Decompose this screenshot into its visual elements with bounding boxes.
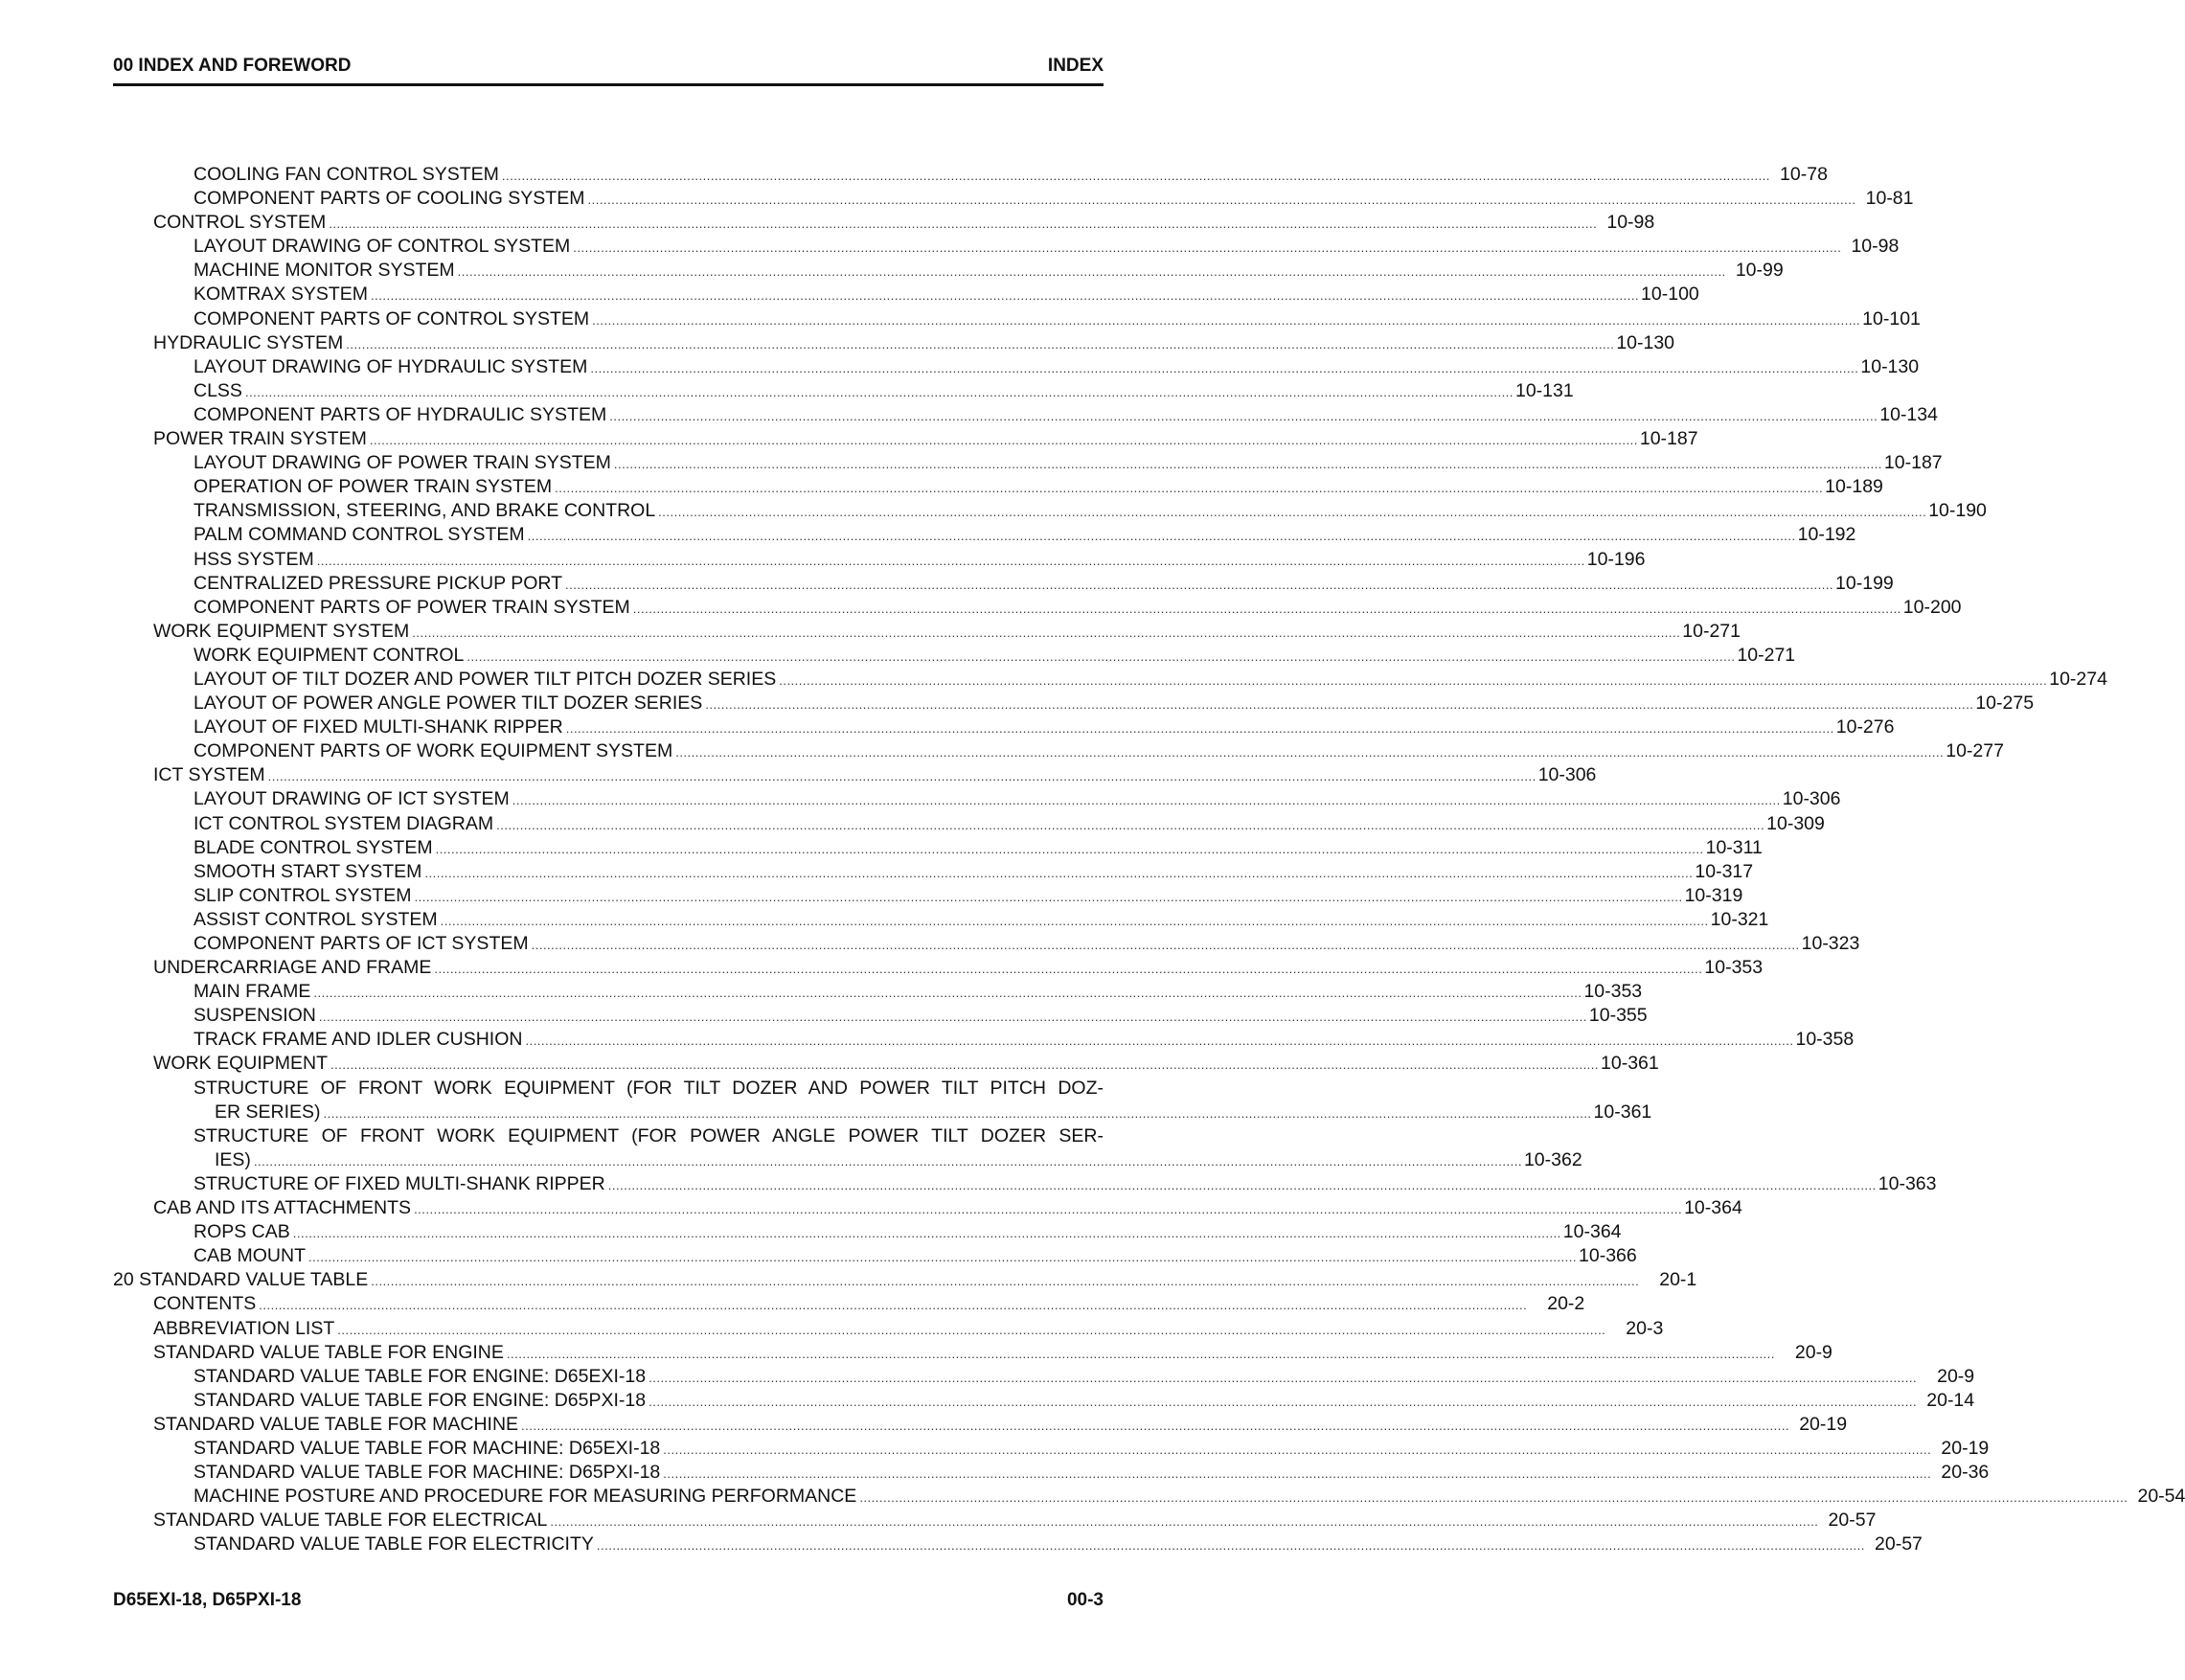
toc-entry-page: 20-19 (1799, 1413, 1848, 1435)
dot-leader (329, 212, 1597, 236)
toc-entry[interactable] (113, 956, 1764, 980)
toc-entry[interactable] (113, 307, 1921, 331)
toc-entry-title: WORK EQUIPMENT (153, 1053, 329, 1075)
dot-leader (424, 861, 1693, 885)
toc-entry[interactable] (113, 548, 1646, 572)
toc-entry[interactable] (113, 1148, 1582, 1172)
dot-leader (319, 1005, 1587, 1029)
toc-entry-title: COMPONENT PARTS OF COOLING SYSTEM (193, 188, 585, 210)
toc-entry-page: 10-311 (1705, 836, 1763, 858)
index-label: INDEX (1047, 56, 1104, 76)
dot-leader (592, 308, 1860, 332)
toc-entry[interactable] (113, 644, 1796, 668)
toc-entry[interactable] (113, 1196, 1742, 1220)
toc-entry-page: 10-187 (1639, 428, 1698, 450)
toc-entry-title: ABBREVIATION LIST (153, 1317, 335, 1339)
dot-leader (254, 1149, 1522, 1173)
toc-entry-title: STANDARD VALUE TABLE FOR ELECTRICAL (153, 1510, 548, 1532)
toc-entry-title: TRANSMISSION, STEERING, AND BRAKE CONTROL (193, 500, 656, 522)
toc-entry[interactable] (113, 1532, 1923, 1556)
dot-leader (658, 500, 1926, 524)
dot-leader (525, 1029, 1793, 1053)
toc-entry[interactable] (113, 1341, 1832, 1365)
dot-leader (555, 476, 1823, 500)
toc-entry[interactable] (113, 1317, 1664, 1341)
toc-entry-title: 20 STANDARD VALUE TABLE (113, 1269, 369, 1291)
toc-entry[interactable] (113, 1292, 1585, 1316)
dot-leader (371, 284, 1639, 307)
toc-entry-page: 20-9 (1794, 1341, 1832, 1363)
toc-entry-title: IES) (215, 1148, 251, 1170)
dot-leader (633, 597, 1901, 621)
toc-entry-page: 20-9 (1937, 1365, 1975, 1387)
toc-entry[interactable] (113, 1509, 1877, 1532)
toc-entry[interactable] (113, 499, 1987, 523)
toc-entry-page: 10-131 (1514, 379, 1574, 401)
toc-entry-title: LAYOUT DRAWING OF HYDRAULIC SYSTEM (193, 355, 588, 377)
dot-leader (259, 1293, 1527, 1317)
toc-entry-title: COMPONENT PARTS OF ICT SYSTEM (193, 933, 529, 954)
toc-entry-title: LAYOUT DRAWING OF ICT SYSTEM (193, 788, 510, 810)
toc-entry[interactable] (113, 283, 1699, 306)
toc-entry-title: ASSIST CONTROL SYSTEM (193, 908, 438, 930)
dot-leader (371, 1269, 1639, 1293)
toc-entry[interactable] (113, 572, 1894, 596)
toc-entry-title: TRACK FRAME AND IDLER CUSHION (193, 1029, 523, 1051)
toc-entry[interactable] (113, 1461, 1990, 1485)
dot-leader (859, 1486, 2128, 1510)
toc-entry-title: ER SERIES) (215, 1101, 321, 1123)
toc-entry-title: STRUCTURE OF FIXED MULTI-SHANK RIPPER (193, 1172, 605, 1194)
toc-entry[interactable] (113, 523, 1856, 547)
toc-entry-page: 20-57 (1828, 1510, 1877, 1532)
toc-entry-page: 10-276 (1835, 716, 1895, 738)
toc-entry[interactable] (113, 235, 1900, 259)
toc-entry[interactable] (113, 812, 1825, 836)
toc-entry-title: COMPONENT PARTS OF HYDRAULIC SYSTEM (193, 403, 607, 425)
dot-leader (412, 621, 1680, 645)
toc-entry[interactable] (113, 331, 1675, 355)
dot-leader (590, 356, 1858, 380)
page-footer (113, 1590, 1104, 1617)
toc-entry-page: 10-100 (1641, 284, 1699, 306)
toc-entry[interactable] (113, 1413, 1848, 1437)
dot-leader (317, 549, 1585, 573)
dot-leader (436, 837, 1704, 861)
toc-entry-title: LAYOUT OF FIXED MULTI-SHANK RIPPER (193, 716, 563, 738)
toc-entry[interactable] (113, 596, 1962, 620)
toc-entry-page: 10-361 (1601, 1053, 1659, 1075)
toc-entry-page: 10-199 (1835, 572, 1894, 594)
toc-entry-page: 10-99 (1735, 260, 1784, 282)
toc-entry-page: 10-361 (1593, 1101, 1652, 1123)
toc-entry-page: 10-187 (1883, 452, 1943, 474)
dot-leader (467, 645, 1735, 669)
dot-leader (458, 260, 1726, 284)
toc-entry-title: PALM COMMAND CONTROL SYSTEM (193, 524, 525, 546)
toc-entry-page: 10-98 (1606, 212, 1655, 234)
toc-entry[interactable] (113, 620, 1741, 644)
toc-entry[interactable] (113, 1485, 2185, 1509)
dot-leader (308, 1245, 1577, 1269)
section-title: 00 INDEX AND FOREWORD (113, 56, 352, 76)
toc-entry-page: 20-14 (1926, 1389, 1975, 1411)
toc-entry-title: MAIN FRAME (193, 981, 311, 1003)
toc-entry-page: 10-130 (1616, 331, 1675, 353)
toc-entry-page: 10-196 (1586, 548, 1646, 570)
toc-entry[interactable] (113, 860, 1754, 884)
toc-entry-title: UNDERCARRIAGE AND FRAME (153, 957, 432, 979)
dot-leader (293, 1221, 1561, 1245)
toc-entry[interactable] (113, 980, 1643, 1004)
toc-entry[interactable] (113, 884, 1743, 908)
toc-entry-title: STANDARD VALUE TABLE FOR MACHINE: D65EXI-18 (193, 1437, 661, 1459)
toc-entry-title: LAYOUT DRAWING OF POWER TRAIN SYSTEM (193, 452, 611, 474)
toc-entry[interactable] (113, 1220, 1622, 1244)
dot-leader (528, 524, 1796, 548)
toc-entry-page: 20-2 (1547, 1293, 1585, 1315)
dot-leader (415, 885, 1683, 909)
toc-entry[interactable] (113, 1101, 1652, 1124)
dot-leader (337, 1318, 1605, 1342)
dot-leader (521, 1414, 1789, 1438)
toc-entry-page: 10-306 (1537, 764, 1597, 786)
toc-entry-page: 10-78 (1780, 164, 1828, 185)
toc-entry-page: 10-366 (1579, 1245, 1637, 1267)
header-divider (113, 83, 1104, 86)
toc-entry-title: STANDARD VALUE TABLE FOR ELECTRICITY (193, 1533, 594, 1555)
toc-entry[interactable] (113, 836, 1763, 860)
toc-entry-page: 10-358 (1795, 1029, 1855, 1051)
toc-entry-page: 10-321 (1710, 908, 1769, 930)
dot-leader (597, 1533, 1865, 1557)
dot-leader (330, 1053, 1599, 1077)
toc-entry-page: 10-98 (1851, 236, 1900, 258)
dot-leader (370, 428, 1638, 452)
toc-entry-page: 20-3 (1626, 1317, 1664, 1339)
toc-entry[interactable] (113, 1365, 1975, 1389)
toc-entry[interactable] (113, 1389, 1975, 1413)
toc-entry-page: 10-363 (1878, 1172, 1937, 1194)
toc-entry-title: OPERATION OF POWER TRAIN SYSTEM (193, 476, 553, 498)
toc-entry-title: COMPONENT PARTS OF CONTROL SYSTEM (193, 307, 590, 329)
toc-entry[interactable] (113, 163, 1828, 187)
dot-leader (675, 740, 1944, 764)
dot-leader (565, 573, 1833, 597)
toc-entry-page: 10-275 (1975, 692, 2035, 715)
page-header (113, 53, 1104, 79)
dot-leader (507, 1342, 1775, 1366)
dot-leader (587, 188, 1855, 212)
dot-leader (324, 1101, 1592, 1125)
toc-entry-page: 10-271 (1737, 644, 1796, 666)
toc-entry-title: ICT SYSTEM (153, 764, 265, 786)
toc-entry[interactable] (113, 1437, 1990, 1461)
toc-entry-page: 10-364 (1562, 1221, 1622, 1243)
toc-entry-page: 10-271 (1682, 620, 1741, 642)
dot-leader (614, 452, 1882, 476)
dot-leader (414, 1197, 1682, 1221)
dot-leader (512, 788, 1781, 812)
toc-entry[interactable] (113, 668, 2107, 692)
toc-entry[interactable] (113, 739, 2004, 763)
toc-entry-page: 10-353 (1583, 981, 1643, 1003)
toc-entry-title: MACHINE POSTURE AND PROCEDURE FOR MEASURING PERFORMANCE (193, 1486, 857, 1508)
toc-entry-title: STANDARD VALUE TABLE FOR ENGINE: D65PXI-18 (193, 1389, 647, 1411)
toc-entry-title: MACHINE MONITOR SYSTEM (193, 260, 455, 282)
toc-entry-title: HSS SYSTEM (193, 548, 314, 570)
toc-entry-page: 10-130 (1860, 355, 1920, 377)
toc-entry[interactable] (113, 763, 1597, 787)
toc-entry[interactable] (113, 211, 1655, 235)
toc-entry-title: COMPONENT PARTS OF POWER TRAIN SYSTEM (193, 596, 630, 618)
toc-entry[interactable] (113, 1244, 1637, 1268)
toc-entry-title: CENTRALIZED PRESSURE PICKUP PORT (193, 572, 563, 594)
toc-entry-page: 10-101 (1862, 307, 1921, 329)
toc-entry-page: 10-190 (1928, 500, 1987, 522)
toc-entry[interactable] (113, 451, 1943, 475)
toc-entry[interactable] (113, 259, 1784, 283)
toc-entry-title: SLIP CONTROL SYSTEM (193, 884, 412, 906)
page-number: 00-3 (1066, 1590, 1104, 1610)
toc-entry-page: 10-364 (1684, 1197, 1742, 1219)
table-of-contents (113, 163, 2185, 1556)
toc-entry-title-line: STRUCTURE OF FRONT WORK EQUIPMENT (FOR POWER ANGLE POWER TILT DOZER SER- (193, 1124, 1104, 1146)
toc-entry-page: 10-81 (1865, 188, 1914, 210)
toc-entry-page: 10-317 (1695, 860, 1754, 882)
toc-entry-page: 10-319 (1684, 884, 1743, 906)
toc-entry[interactable] (113, 187, 1914, 211)
model-numbers: D65EXI-18, D65PXI-18 (113, 1590, 302, 1610)
toc-entry-title: LAYOUT OF POWER ANGLE POWER TILT DOZER SERIES (193, 692, 703, 715)
toc-entry-title: CONTENTS (153, 1293, 257, 1315)
toc-entry[interactable] (113, 692, 2035, 715)
toc-entry-title: SMOOTH START SYSTEM (193, 860, 422, 882)
toc-entry[interactable] (113, 715, 1895, 739)
toc-entry-title-line: STRUCTURE OF FRONT WORK EQUIPMENT (FOR TILT DOZER AND POWER TILT PITCH DOZ- (193, 1077, 1104, 1099)
toc-entry-page: 20-1 (1659, 1269, 1697, 1291)
toc-entry-title: STANDARD VALUE TABLE FOR MACHINE (153, 1413, 519, 1435)
dot-leader (608, 1173, 1877, 1197)
dot-leader (313, 981, 1582, 1005)
toc-entry-page: 10-134 (1879, 403, 1938, 425)
toc-entry-title: STANDARD VALUE TABLE FOR ENGINE (153, 1341, 504, 1363)
toc-entry[interactable] (113, 379, 1574, 403)
dot-leader (496, 813, 1764, 837)
toc-entry[interactable] (113, 1268, 1697, 1292)
toc-entry-title: CAB AND ITS ATTACHMENTS (153, 1197, 412, 1219)
dot-leader (550, 1510, 1818, 1533)
dot-leader (779, 669, 2047, 692)
toc-entry-title: LAYOUT DRAWING OF CONTROL SYSTEM (193, 236, 571, 258)
dot-leader (663, 1438, 1931, 1462)
toc-entry[interactable] (113, 1172, 1937, 1196)
toc-entry-title: SUSPENSION (193, 1005, 316, 1027)
toc-entry-page: 10-274 (2049, 668, 2107, 690)
toc-entry[interactable] (113, 787, 1841, 811)
toc-entry[interactable] (113, 1004, 1648, 1028)
toc-entry-page: 10-189 (1825, 476, 1883, 498)
dot-leader (649, 1366, 1917, 1390)
dot-leader (532, 933, 1800, 957)
dot-leader (434, 957, 1702, 981)
toc-entry-title: WORK EQUIPMENT CONTROL (193, 644, 465, 666)
toc-entry-page: 20-54 (2137, 1486, 2185, 1508)
toc-entry-page: 20-19 (1941, 1437, 1990, 1459)
toc-entry-page: 10-355 (1588, 1005, 1648, 1027)
toc-entry-title: STANDARD VALUE TABLE FOR MACHINE: D65PXI-18 (193, 1462, 661, 1484)
dot-leader (245, 380, 1514, 404)
toc-entry-title: COOLING FAN CONTROL SYSTEM (193, 164, 499, 185)
toc-entry-title: CAB MOUNT (193, 1245, 306, 1267)
toc-entry-title: BLADE CONTROL SYSTEM (193, 836, 433, 858)
toc-entry-title: ROPS CAB (193, 1221, 290, 1243)
toc-entry-page: 20-36 (1941, 1462, 1990, 1484)
toc-entry-title: STANDARD VALUE TABLE FOR ENGINE: D65EXI-18 (193, 1365, 647, 1387)
toc-entry[interactable] (113, 908, 1769, 932)
toc-entry[interactable] (113, 475, 1883, 499)
toc-entry-page: 10-200 (1902, 596, 1962, 618)
toc-entry[interactable] (113, 355, 1920, 379)
dot-leader (573, 236, 1841, 260)
toc-entry-page: 10-353 (1704, 957, 1764, 979)
toc-entry[interactable] (113, 932, 1860, 956)
dot-leader (346, 332, 1614, 356)
toc-entry-title: CLSS (193, 379, 242, 401)
toc-entry-page: 10-192 (1797, 524, 1856, 546)
toc-entry-page: 10-306 (1782, 788, 1841, 810)
toc-entry-page: 10-277 (1946, 740, 2004, 762)
toc-entry-page: 10-323 (1801, 933, 1860, 954)
dot-leader (649, 1390, 1917, 1414)
toc-entry[interactable] (113, 1028, 1855, 1052)
toc-entry[interactable] (113, 1052, 1659, 1076)
dot-leader (566, 716, 1834, 740)
toc-entry-title: CONTROL SYSTEM (153, 212, 327, 234)
dot-leader (663, 1462, 1931, 1486)
toc-entry[interactable] (113, 427, 1698, 451)
toc-entry-title: HYDRAULIC SYSTEM (153, 331, 344, 353)
dot-leader (268, 764, 1536, 788)
toc-entry-title: ICT CONTROL SYSTEM DIAGRAM (193, 812, 494, 834)
toc-entry-title: WORK EQUIPMENT SYSTEM (153, 620, 410, 642)
toc-entry-title: POWER TRAIN SYSTEM (153, 428, 367, 450)
toc-entry-title: COMPONENT PARTS OF WORK EQUIPMENT SYSTEM (193, 740, 673, 762)
dot-leader (705, 692, 1973, 716)
toc-entry-page: 10-362 (1523, 1148, 1582, 1170)
dot-leader (609, 404, 1878, 428)
toc-entry[interactable] (113, 403, 1938, 427)
toc-entry-title: LAYOUT OF TILT DOZER AND POWER TILT PITCH DOZER SERIES (193, 668, 777, 690)
toc-entry-title: KOMTRAX SYSTEM (193, 284, 369, 306)
toc-entry-page: 20-57 (1875, 1533, 1923, 1555)
dot-leader (441, 909, 1709, 933)
toc-entry-page: 10-309 (1766, 812, 1825, 834)
dot-leader (502, 164, 1770, 188)
